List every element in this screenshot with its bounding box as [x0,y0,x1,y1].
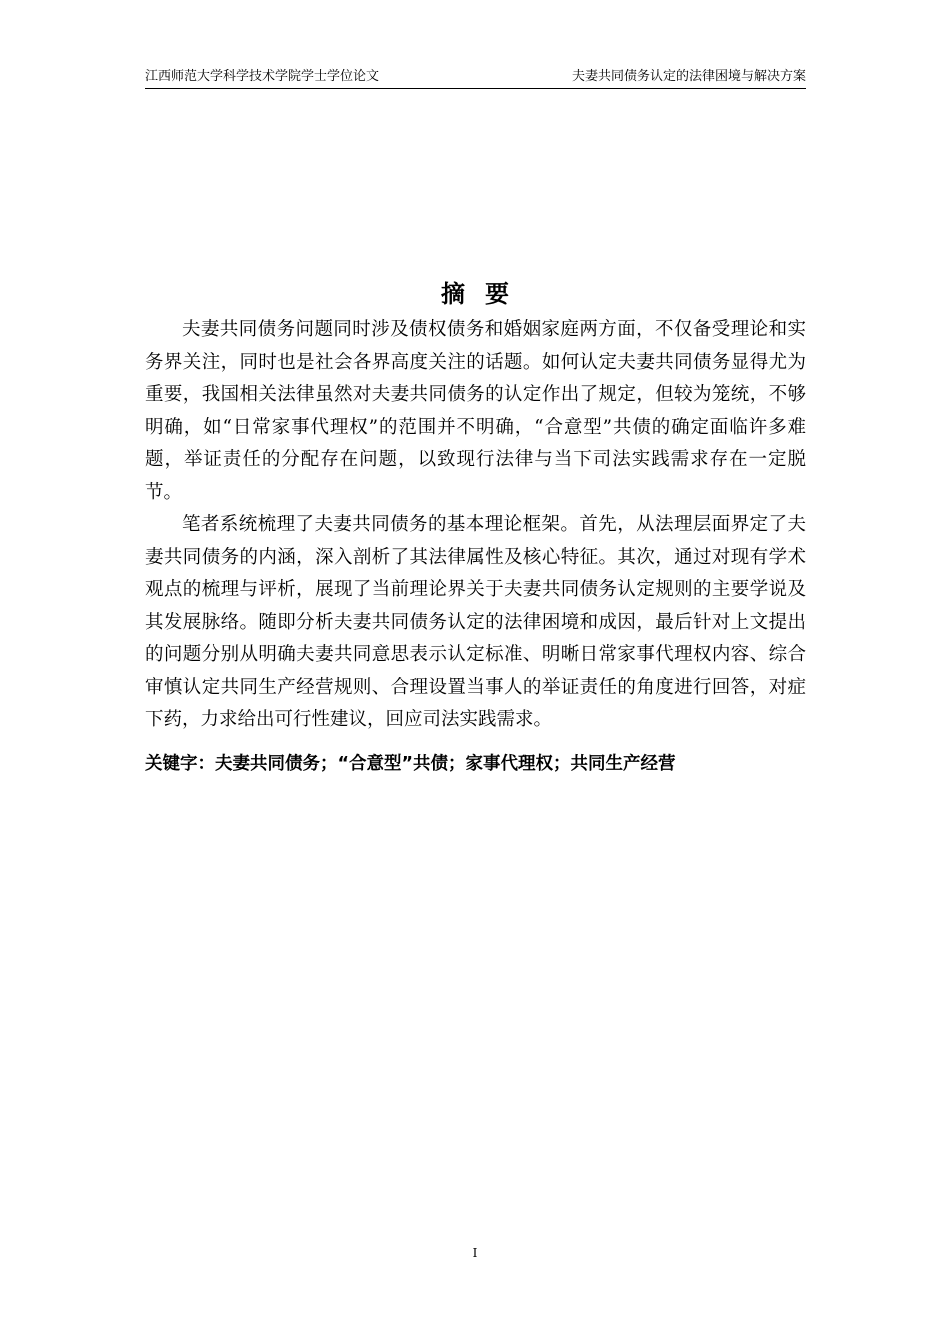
page-number: I [472,1246,478,1260]
abstract-paragraph: 笔者系统梳理了夫妻共同债务的基本理论框架。首先，从法理层面界定了夫妻共同债务的内涵，深入剖析了其法律属性及核心特征。其次，通过对现有学术观点的梳理与评析，展现了当前理论界关于夫妻共同债务认定规则的主要学说及其发展脉络。随即分析夫妻共同债务认定的法律困境和成因，最后针对上文提出的问题分别从明确夫妻共同意思表示认定标准、明晰日常家事代理权内容、综合审慎认定共同生产经营规则、合理设置当事人的举证责任的角度进行回答，对症下药，力求给出可行性建议，回应司法实践需求。 [145,514,806,730]
keywords: 关键字：夫妻共同债务；“合意型”共债；家事代理权；共同生产经营 [145,754,676,774]
abstract-title: 摘要 [441,280,529,308]
abstract-body [145,314,806,737]
header-paper-title: 夫妻共同债务认定的法律困境与解决方案 [571,69,806,84]
abstract-paragraph: 夫妻共同债务问题同时涉及债权债务和婚姻家庭两方面，不仅备受理论和实务界关注，同时也是社会各界高度关注的话题。如何认定夫妻共同债务显得尤为重要，我国相关法律虽然对夫妻共同债务的认定作出了规定，但较为笼统，不够明确，如“日常家事代理权”的范围并不明确，“合意型”共债的确定面临许多难题，举证责任的分配存在问题，以致现行法律与当下司法实践需求存在一定脱节。 [145,319,806,503]
header-thesis-title: 江西师范大学科学技术学院学士学位论文 [145,69,380,84]
page-header [145,66,806,89]
